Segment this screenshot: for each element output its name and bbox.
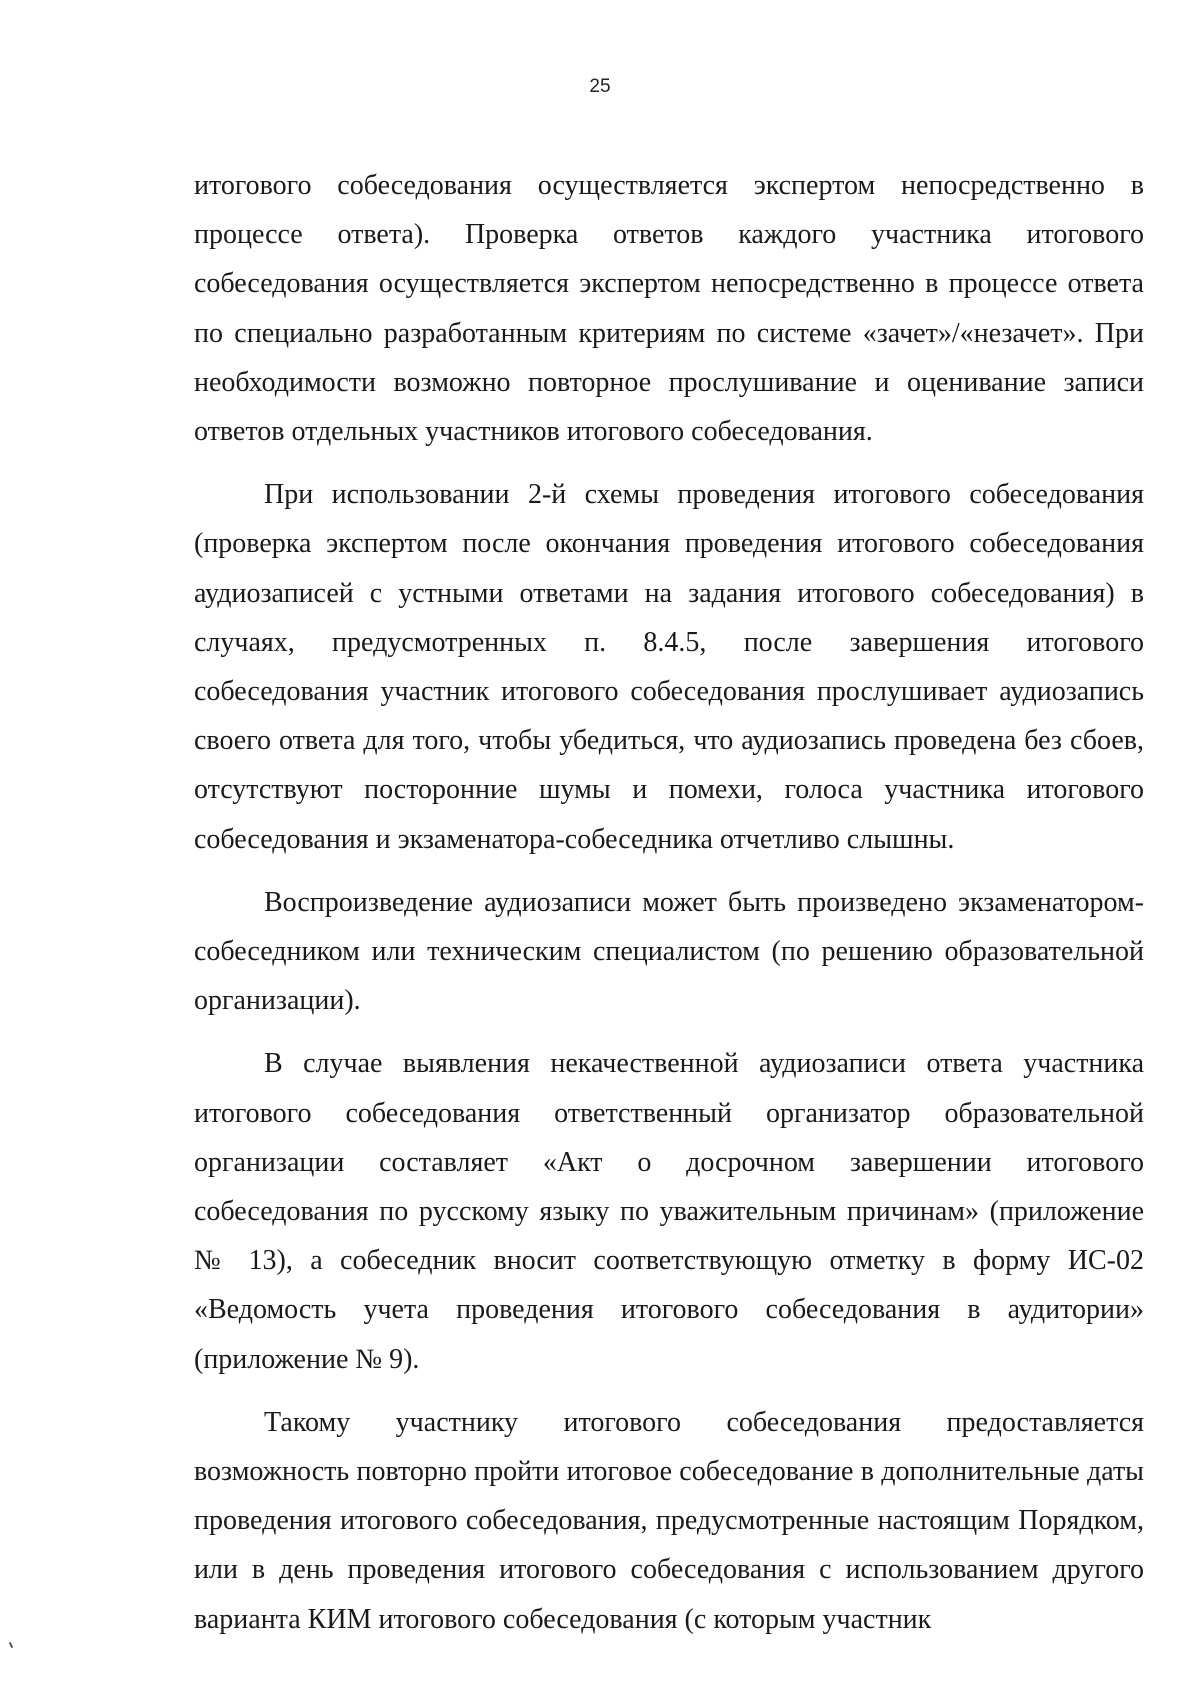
paragraph-second-scheme: При использовании 2-й схемы проведения итогового собеседования (проверка экспертом после окончания проведения итогового собеседования аудиозаписей с устными ответами на задания итогового собеседования) в случаях, предусмотренных п. 8.4.5, после завершения итогового собеседования участник итогового собеседования прослушивает аудиозапись своего ответа для того, чтобы убедиться, что аудиозапись проведена без сбоев, отсутствуют посторонние шумы и помехи, голоса участника итогового собеседования и экзаменатора-собеседника отчетливо слышны. (194, 479, 1144, 855)
document-body (194, 161, 1144, 1644)
page-number: 25 (589, 76, 611, 97)
paragraph-continuation: итогового собеседования осуществляется экспертом непосредственно в процессе ответа). Проверка ответов каждого участника итогового собеседования осуществляется экспертом непосредственно в процессе ответа по специально разработанным критериям по системе «зачет»/«незачет». При необходимости возможно повторное прослушивание и оценивание записи ответов отдельных участников итогового собеседования. (194, 170, 1144, 448)
scan-artifact (9, 1642, 13, 1648)
paragraph-poor-quality: В случае выявления некачественной аудиозаписи ответа участника итогового собеседования ответственный организатор образовательной организации составляет «Акт о досрочном завершении итогового собеседования по русскому языку по уважительным причинам» (приложение № 13), а собеседник вносит соответствующую отметку в форму ИС-02 «Ведомость учета проведения итогового собеседования в аудитории» (приложение № 9). (194, 1048, 1144, 1375)
paragraph-retake: Такому участнику итогового собеседования предоставляется возможность повторно пройти итоговое собеседование в дополнительные даты проведения итогового собеседования, предусмотренные настоящим Порядком, или в день проведения итогового собеседования с использованием другого варианта КИМ итогового собеседования (с которым участник (194, 1406, 1144, 1635)
paragraph-playback: Воспроизведение аудиозаписи может быть произведено экзаменатором-собеседником или техническим специалистом (по решению образовательной организации). (194, 886, 1144, 1017)
